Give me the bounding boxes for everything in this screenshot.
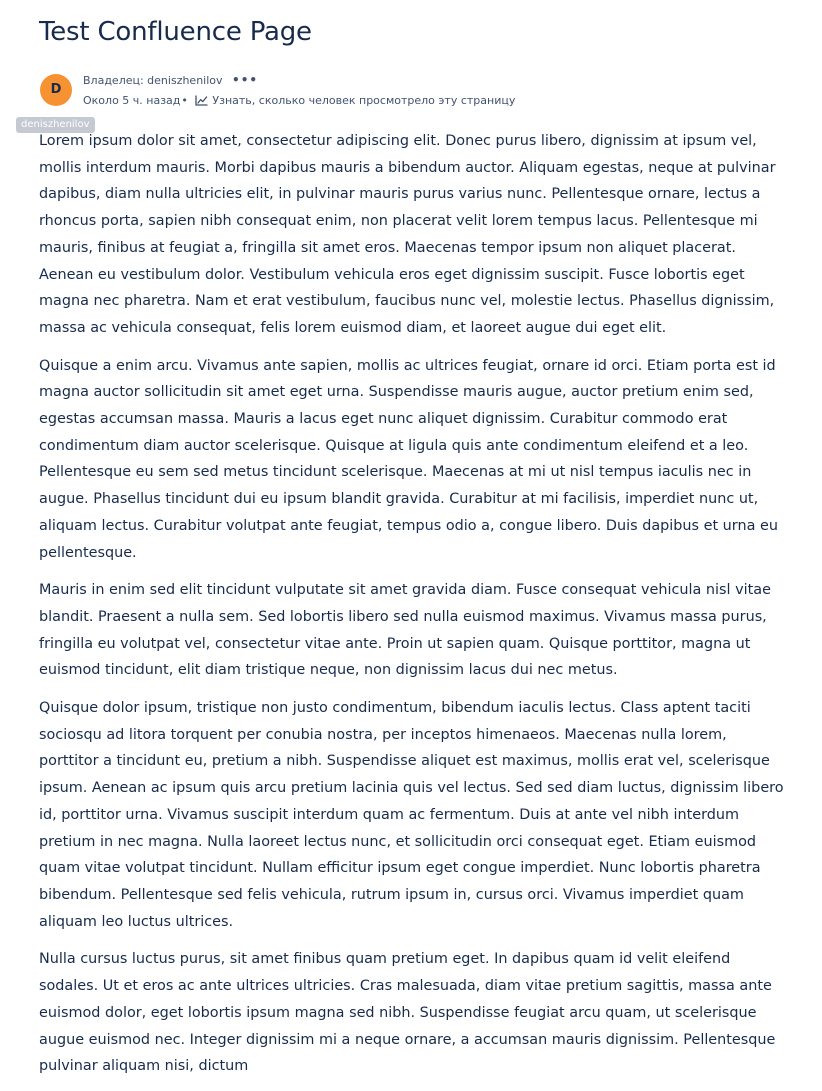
owner-line — [83, 73, 258, 89]
owner-tooltip: deniszhenilov — [16, 117, 95, 133]
page-byline — [40, 72, 800, 112]
page-title: Test Confluence Page — [39, 17, 312, 47]
content-paragraph: Lorem ipsum dolor sit amet, consectetur adipiscing elit. Donec purus libero, dignissim at ipsum vel, mollis interdum mauris. Morbi dapibus mauris a bibendum auctor. Aliquam egestas, neque at pulvinar dapibus, diam nulla ultricies elit, in pulvinar mauris purus varius nunc. Pellentesque ornare, lectus a rhoncus porta, sapien nibh consequat enim, non placerat velit lorem tempus lacus. Pellentesque mi mauris, finibus at feugiat a, fringilla sit amet eros. Maecenas tempor ipsum non aliquet placerat. Aenean eu vestibulum dolor. Vestibulum vehicula eros eget dignissim suscipit. Fusce lobortis eget magna nec pharetra. Nam et erat vestibulum, faucibus nunc vel, molestie lectus. Phasellus dignissim, massa ac vehicula consequat, felis lorem euismod diam, et laoreet augue dui eget elit. — [39, 133, 776, 336]
content-paragraph: Quisque a enim arcu. Vivamus ante sapien, mollis ac ultrices feugiat, ornare id orci. Etiam porta est id magna auctor sollicitudin sit amet eget urna. Suspendisse mauris augue, auctor pretium enim sed, egestas accumsan massa. Mauris a lacus eget nunc aliquet dignissim. Curabitur commodo erat condimentum diam auctor scelerisque. Quisque at ligula quis ante condimentum eleifend et a leo. Pellentesque eu sem sed metus tincidunt scelerisque. Maecenas at mi ut nisl tempus iaculis nec in augue. Phasellus tincidunt dui eu ipsum blandit gravida. Curabitur at mi facilisis, imperdiet nunc ut, aliquam lectus. Curabitur volutpat ante feugiat, tempus odio a, congue libero. Duis dapibus et urna eu pellentesque. — [39, 357, 778, 561]
content-paragraph: Nulla cursus luctus purus, sit amet finibus quam pretium eget. In dapibus quam id velit eleifend sodales. Ut et eros ac ante ultrices ultricies. Cras malesuada, diam vitae pretium sagittis, massa ante euismod dolor, eget lobortis ipsum magna sed nibh. Suspendisse feugiat arcu quam, ut scelerisque augue euismod nec. Integer dignissim mi a neque ornare, a accumsan mauris dignissim. Pellentesque pulvinar aliquam nisi, dictum — [39, 951, 776, 1075]
content-paragraph: Mauris in enim sed elit tincidunt vulputate sit amet gravida diam. Fusce consequat vehicula nisl vitae blandit. Praesent a nulla sem. Sed lobortis libero sed nulla euismod maximus. Vivamus massa purus, fringilla eu volutpat vel, consectetur vitae ante. Proin ut sapien quam. Quisque porttitor, magna ut euismod tincidunt, elit diam tristique neque, non dignissim lacus dui nec metus. — [39, 582, 771, 679]
page-content — [39, 128, 789, 1091]
page-analytics-link[interactable] — [195, 94, 515, 107]
more-icon[interactable]: ••• — [232, 73, 259, 87]
content-paragraph: Quisque dolor ipsum, tristique non justo condimentum, bibendum iaculis lectus. Class aptent taciti sociosqu ad litora torquent per conubia nostra, per inceptos himenaeos. Maecenas nulla lorem, porttitor a tincidunt eu, pretium a nibh. Suspendisse aliquet est maximus, mollis erat vel, scelerisque ipsum. Aenean ac ipsum quis arcu pretium lacinia quis vel lectus. Sed sed diam luctus, dignissim libero id, porttitor urna. Vivamus suscipit interdum quam ac fermentum. Duis at ante vel nibh interdum pretium in nec magna. Nulla laoreet lectus nunc, et sollicitudin orci consequat eget. Etiam euismod quam vitae volutpat tincidunt. Nullam efficitur ipsum eget congue imperdiet. Nunc lobortis pharetra bibendum. Pellentesque sed felis vehicula, rutrum ipsum in, cursus orci. Vivamus imperdiet quam aliquam leo luctus ultrices. — [39, 700, 784, 930]
page-analytics-text[interactable]: Узнать, сколько человек просмотрело эту страницу — [212, 94, 516, 107]
analytics-chart-icon — [195, 95, 208, 106]
owner-avatar[interactable]: D — [40, 74, 72, 106]
owner-text[interactable]: Владелец: deniszhenilov — [83, 74, 223, 87]
meta-line — [83, 93, 515, 109]
last-updated-time[interactable]: Около 5 ч. назад — [83, 94, 181, 107]
meta-separator: • — [181, 94, 188, 107]
